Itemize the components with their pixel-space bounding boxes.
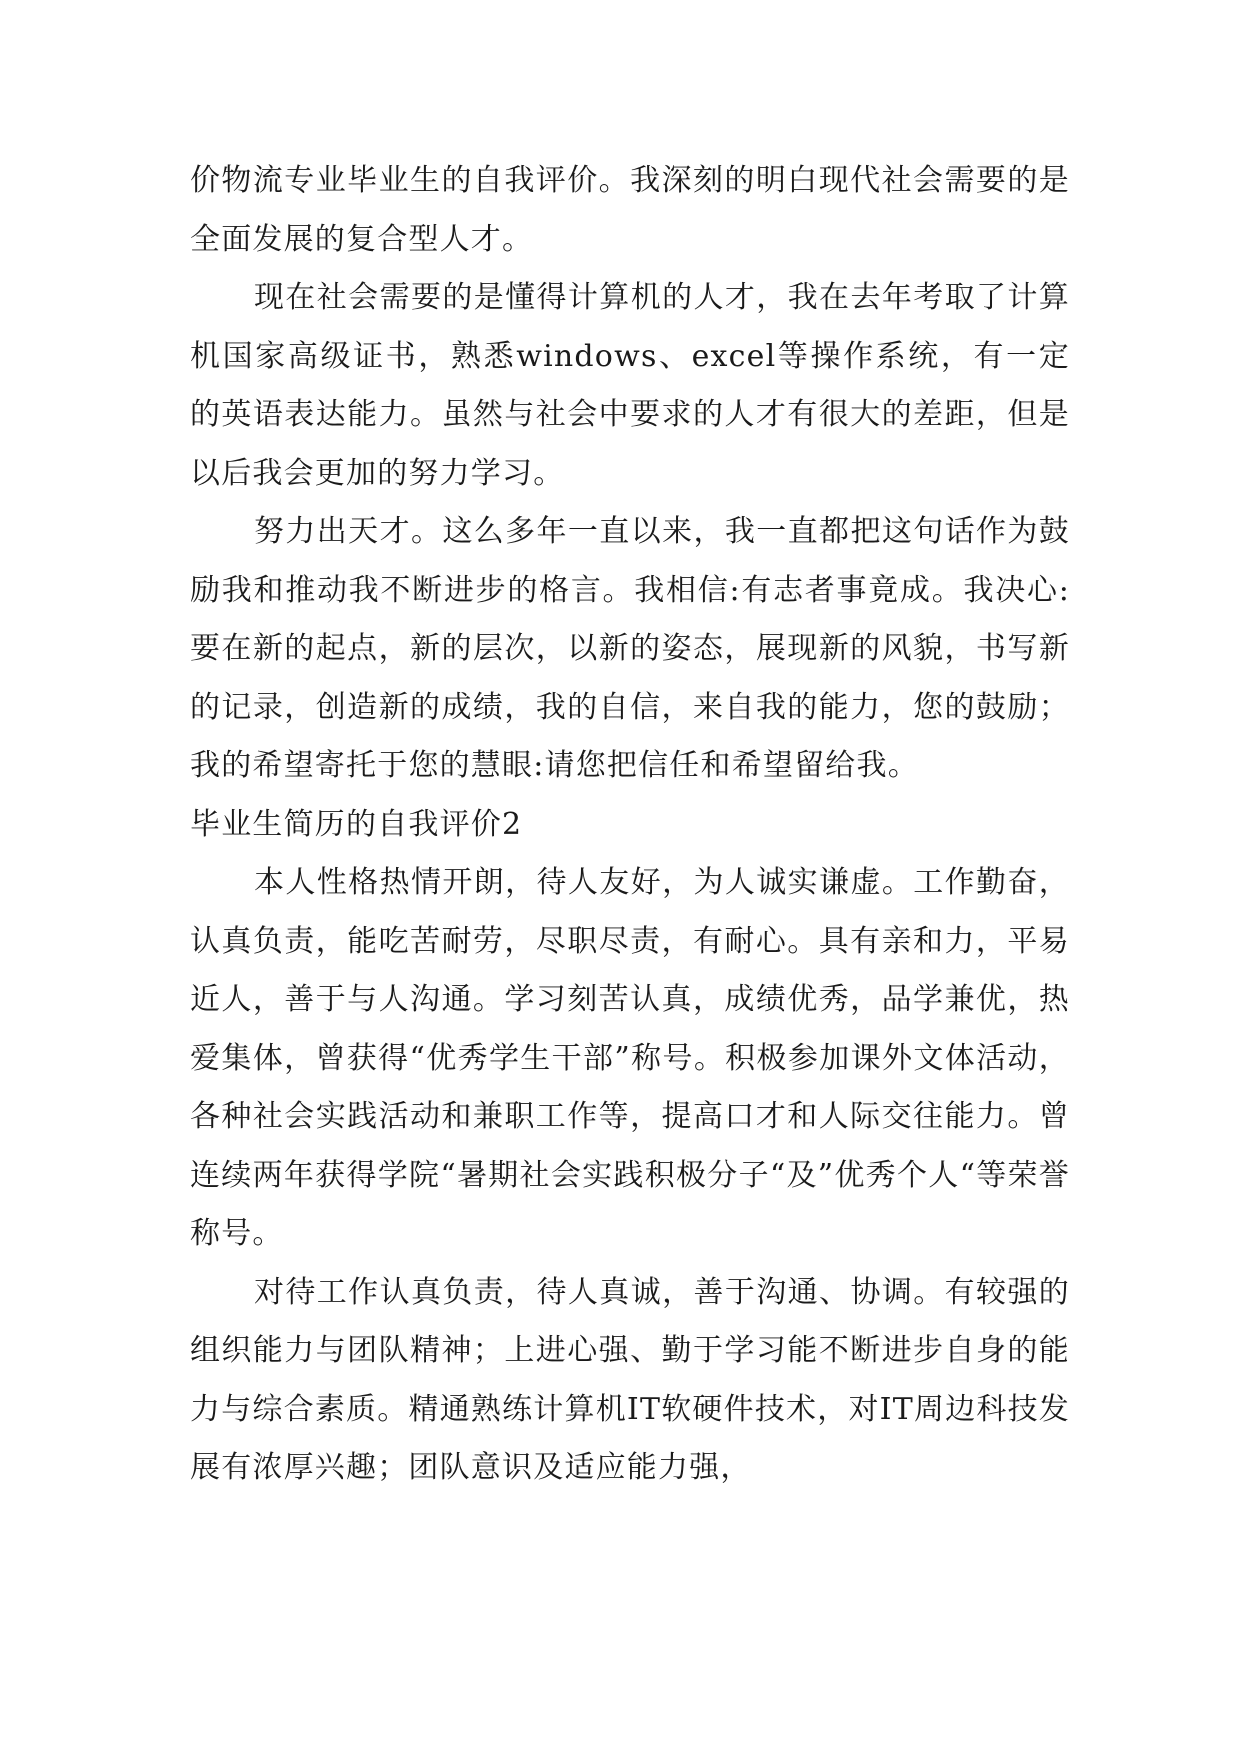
document-body	[190, 152, 1070, 1498]
paragraph-intro-continuation: 价物流专业毕业生的自我评价。我深刻的明白现代社会需要的是全面发展的复合型人才。	[190, 163, 1070, 257]
paragraph-work-attitude: 对待工作认真负责，待人真诚，善于沟通、协调。有较强的组织能力与团队精神；上进心强、勤于学习能不断进步自身的能力与综合素质。精通熟练计算机IT软硬件技术，对IT周边科技发展有浓厚兴趣；团队意识及适应能力强，	[190, 1274, 1070, 1485]
paragraph-motto: 努力出天才。这么多年一直以来，我一直都把这句话作为鼓励我和推动我不断进步的格言。我相信:有志者事竟成。我决心:要在新的起点，新的层次，以新的姿态，展现新的风貌，书写新的记录，创造新的成绩，我的自信，来自我的能力，您的鼓励；我的希望寄托于您的慧眼:请您把信任和希望留给我。	[190, 514, 1070, 783]
section-heading: 毕业生简历的自我评价2	[190, 806, 523, 842]
paragraph-personality: 本人性格热情开朗，待人友好，为人诚实谦虚。工作勤奋，认真负责，能吃苦耐劳，尽职尽责，有耐心。具有亲和力，平易近人，善于与人沟通。学习刻苦认真，成绩优秀，品学兼优，热爱集体，曾获得“优秀学生干部”称号。积极参加课外文体活动，各种社会实践活动和兼职工作等，提高口才和人际交往能力。曾连续两年获得学院“暑期社会实践积极分子“及”优秀个人“等荣誉称号。	[190, 865, 1070, 1251]
paragraph-computer-skills: 现在社会需要的是懂得计算机的人才，我在去年考取了计算机国家高级证书，熟悉windows、excel等操作系统，有一定的英语表达能力。虽然与社会中要求的人才有很大的差距，但是以后我会更加的努力学习。	[190, 280, 1070, 491]
